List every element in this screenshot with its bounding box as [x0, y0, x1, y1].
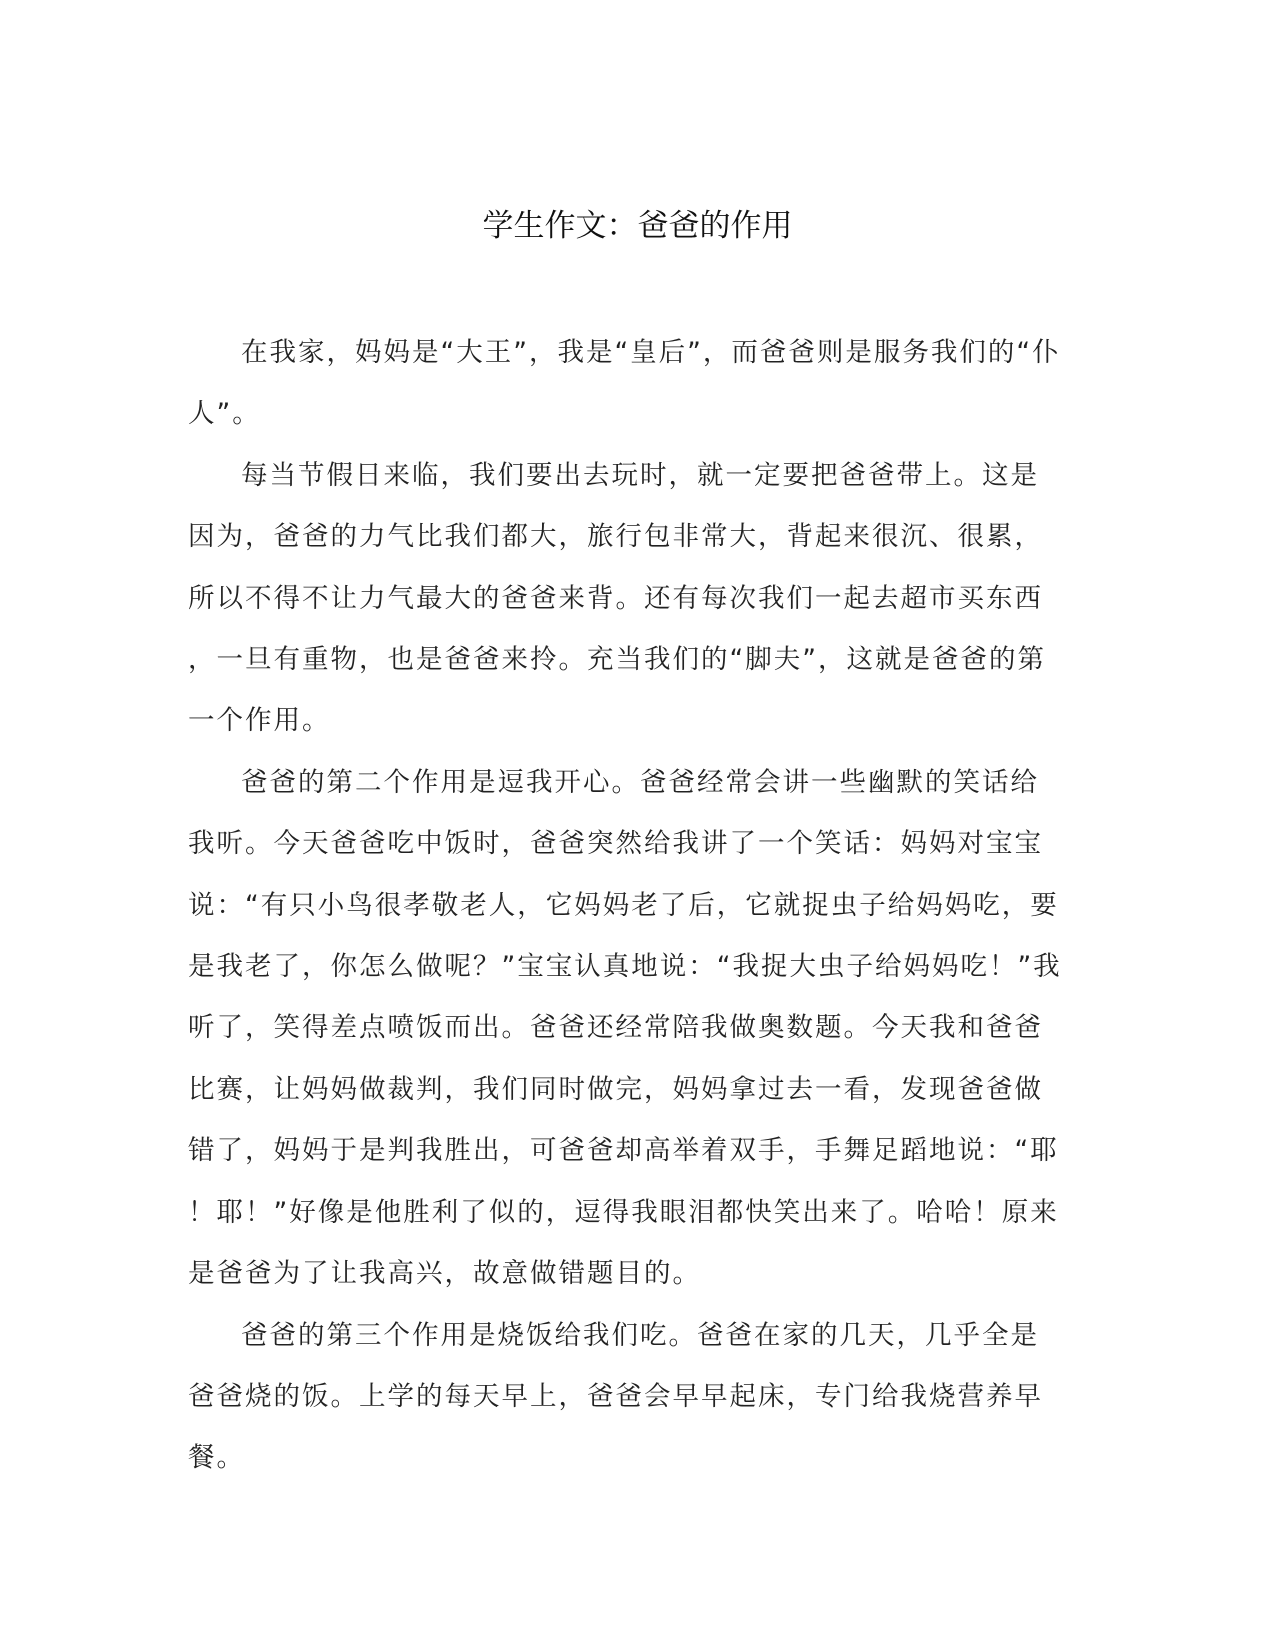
paragraph-line: 比赛，让妈妈做裁判，我们同时做完，妈妈拿过去一看，发现爸爸做: [188, 1073, 1043, 1105]
paragraph-line: 所以不得不让力气最大的爸爸来背。还有每次我们一起去超市买东西: [188, 582, 1043, 614]
document-title: 学生作文：爸爸的作用: [482, 208, 793, 244]
paragraph-line: 说：“有只小鸟很孝敬老人，它妈妈老了后，它就捉虫子给妈妈吃，要: [188, 889, 1059, 921]
paragraph-line: ，一旦有重物，也是爸爸来拎。充当我们的“脚夫”，这就是爸爸的第: [188, 644, 1046, 676]
paragraph-line: 我听。今天爸爸吃中饭时，爸爸突然给我讲了一个笑话：妈妈对宝宝: [188, 828, 1043, 860]
paragraph-3: [188, 752, 1066, 1305]
paragraph-line: 在我家，妈妈是“大王”，我是“皇后”，而爸爸则是服务我们的“仆: [241, 337, 1061, 368]
paragraph-line: 每当节假日来临，我们要出去玩时，就一定要把爸爸带上。这是: [241, 459, 1039, 491]
paragraph-line: 爸爸的第二个作用是逗我开心。爸爸经常会讲一些幽默的笑话给: [241, 766, 1039, 798]
document-body: [188, 322, 1066, 1489]
paragraph-line: ！耶！”好像是他胜利了似的，逗得我眼泪都快笑出来了。哈哈！原来: [188, 1196, 1059, 1228]
paragraph-2: [188, 445, 1066, 752]
paragraph-line: 爸爸的第三个作用是烧饭给我们吃。爸爸在家的几天，几乎全是: [241, 1319, 1039, 1351]
paragraph-line: 听了，笑得差点喷饭而出。爸爸还经常陪我做奥数题。今天我和爸爸: [188, 1012, 1043, 1044]
paragraph-line: 一个作用。: [188, 705, 331, 737]
paragraph-4: [188, 1305, 1066, 1489]
paragraph-line: 因为，爸爸的力气比我们都大，旅行包非常大，背起来很沉、很累，: [188, 521, 1043, 553]
paragraph-line: 是我老了，你怎么做呢？”宝宝认真地说：“我捉大虫子给妈妈吃！”我: [188, 951, 1062, 983]
paragraph-line: 餐。: [188, 1442, 245, 1474]
paragraph-line: 错了，妈妈于是判我胜出，可爸爸却高举着双手，手舞足蹈地说：“耶: [188, 1135, 1059, 1167]
paragraph-line: 人”。: [188, 398, 261, 430]
paragraph-line: 爸爸烧的饭。上学的每天早上，爸爸会早早起床，专门给我烧营养早: [188, 1380, 1043, 1412]
paragraph-line: 是爸爸为了让我高兴，故意做错题目的。: [188, 1258, 701, 1290]
paragraph-1: [188, 322, 1066, 445]
